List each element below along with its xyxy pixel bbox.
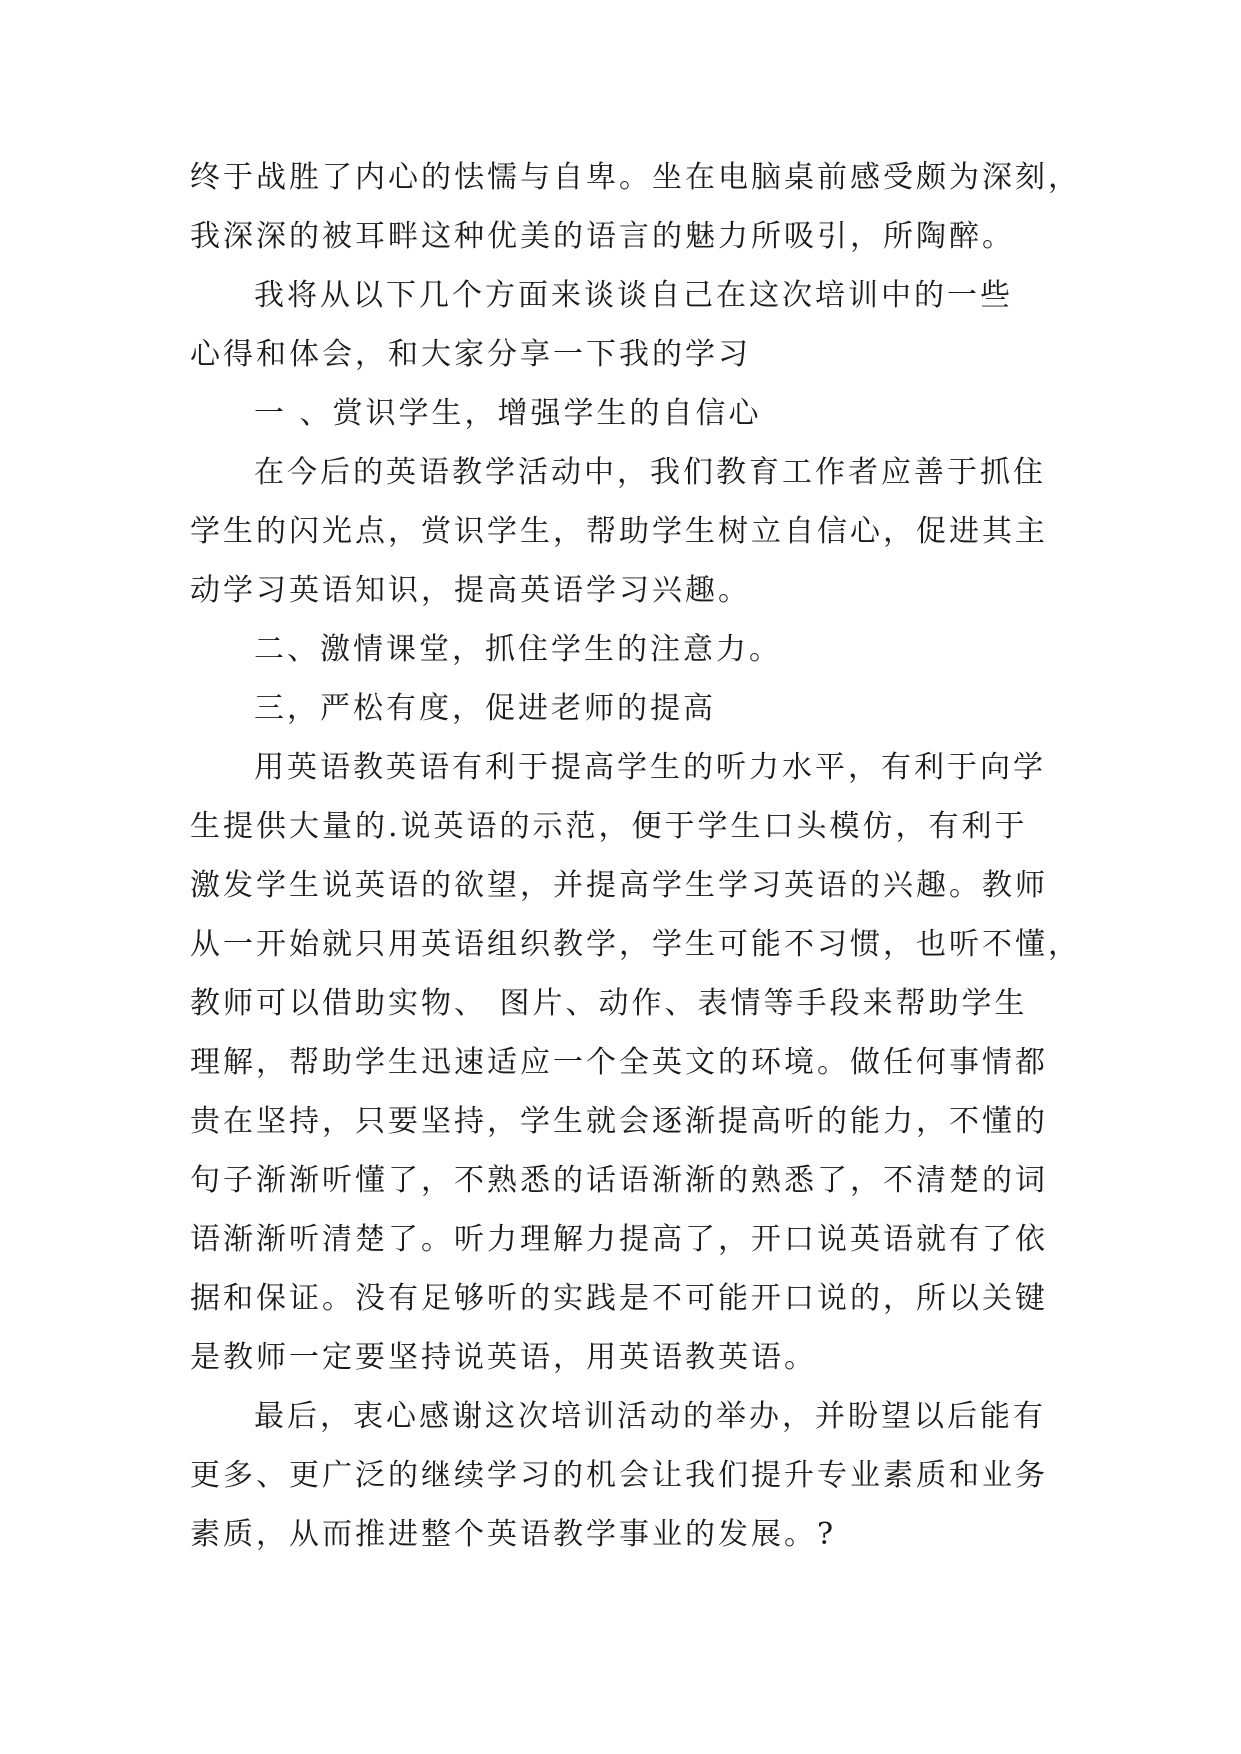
text-line: 在今后的英语教学活动中，我们教育工作者应善于抓住 <box>254 455 1046 490</box>
text-line: 贵在坚持，只要坚持，学生就会逐渐提高听的能力，不懂的 <box>190 1104 1048 1139</box>
text-line: 教师可以借助实物、 图片、动作、表情等手段来帮助学生 <box>190 986 1028 1021</box>
text-line: 动学习英语知识，提高英语学习兴趣。 <box>190 573 751 608</box>
text-line: 据和保证。没有足够听的实践是不可能开口说的，所以关键 <box>190 1281 1048 1316</box>
document-body <box>190 148 1081 1564</box>
text-line: 是教师一定要坚持说英语，用英语教英语。 <box>190 1340 817 1375</box>
text-line: 学生的闪光点，赏识学生，帮助学生树立自信心，促进其主 <box>190 514 1048 549</box>
text-line: 我深深的被耳畔这种优美的语言的魅力所吸引，所陶醉。 <box>190 219 1015 254</box>
text-line: 激发学生说英语的欲望，并提高学生学习英语的兴趣。教师 <box>190 868 1048 903</box>
text-line: 生提供大量的.说英语的示范，便于学生口头模仿，有利于 <box>190 809 1028 844</box>
text-line: 语渐渐听清楚了。听力理解力提高了，开口说英语就有了依 <box>190 1222 1048 1257</box>
text-line: 更多、更广泛的继续学习的机会让我们提升专业素质和业务 <box>190 1458 1048 1493</box>
text-line: 最后，衷心感谢这次培训活动的举办，并盼望以后能有 <box>254 1399 1046 1434</box>
text-line: 素质，从而推进整个英语教学事业的发展。? <box>190 1517 837 1552</box>
text-line: 三，严松有度，促进老师的提高 <box>254 691 716 726</box>
text-line: 句子渐渐听懂了，不熟悉的话语渐渐的熟悉了，不清楚的词 <box>190 1163 1048 1198</box>
text-line: 心得和体会，和大家分享一下我的学习 <box>190 337 751 372</box>
text-line: 我将从以下几个方面来谈谈自己在这次培训中的一些 <box>254 278 1013 313</box>
text-line: 理解，帮助学生迅速适应一个全英文的环境。做任何事情都 <box>190 1045 1048 1080</box>
text-line: 一 、赏识学生，增强学生的自信心 <box>254 396 762 431</box>
text-line: 用英语教英语有利于提高学生的听力水平，有利于向学 <box>254 750 1046 785</box>
text-line: 终于战胜了内心的怯懦与自卑。坐在电脑桌前感受颇为深刻， <box>190 160 1081 195</box>
text-line: 从一开始就只用英语组织教学，学生可能不习惯，也听不懂， <box>190 927 1081 962</box>
text-line: 二、激情课堂，抓住学生的注意力。 <box>254 632 782 667</box>
